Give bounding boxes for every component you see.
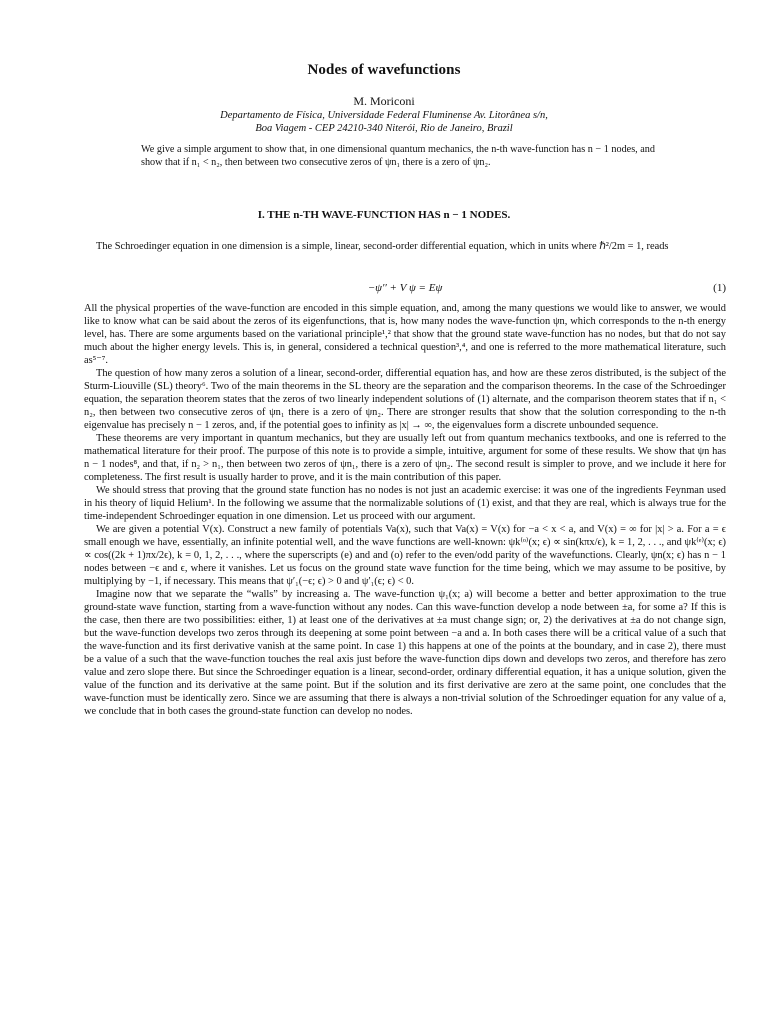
paragraph-5: We are given a potential V(x). Construct a new family of potentials Va(x), such that Va(x) = V(x) for −a < x < a, and V(x) = ∞ for |x| > a. For a = ϵ small enough we have, essentially, an infinite potential well, and the wave functions are well-known: ψk⁽ᵒ⁾(x; ϵ) ∝ sin(kπx/ϵ), k = 1, 2, . . ., and ψk⁽ᵉ⁾(x; ϵ) ∝ cos((2k + 1)πx/2ϵ), k = 0, 1, 2, . . ., where the superscripts (e) and and (o) refer to the even/odd parity of the wavefunctions. Clearly, ψn(x; ϵ) has n − 1 nodes between −ϵ and ϵ, where it vanishes. Let us focus on the ground state wave function for the time being, which we may assume to be positive, by multiplying by −1, if necessary. This means that ψ′₁(−ϵ; ϵ) > 0 and ψ′₁(ϵ; ϵ) < 0. [84,524,726,587]
equation-expression: −ψ′′ + V ψ = Eψ [367,282,443,294]
paragraph-4: We should stress that proving that the ground state function has no nodes is not just an academic exercise: it was one of the ingredients Feynman used in his theory of liquid Helium¹. In the following we assume that the normalizable solutions of (1) exist, and that they are real, which is always true for the time-independent Schroedinger equation in one dimension. Let us proceed with our argument. [84,485,726,522]
paragraph-2: The question of how many zeros a solution of a linear, second-order, differential equation has, and how are these zeros distributed, is the subject of the Sturm-Liouville (SL) theory⁶. Two of the main theorems in the SL theory are the separation and the comparison theorems. In the case of the Schroedinger equation, the separation theorem states that the zeros of two linearly independent solutions of (1) alternate, and the comparison theorem states that if n₁ < n₂, then between two consecutive zeros of ψn₁ there is a zero of ψn₂. There are stronger results that show that the solution corresponding to the n-th eigenvalue has precisely n − 1 zeros, and, if the potential goes to infinity as |x| → ∞, the eigenvalues form a discrete unbounded sequence. [84,368,726,431]
section-heading: I. THE n-TH WAVE-FUNCTION HAS n − 1 NODES. [257,209,511,221]
affiliation-line-1: Departamento de Física, Universidade Federal Fluminense Av. Litorânea s/n, [220,110,548,121]
author-name: M. Moriconi [353,94,415,108]
paragraph-1: All the physical properties of the wave-function are encoded in this simple equation, and, among the many questions we would like to answer, we would like to know what can be said about the zeros of its eigenfunctions, that is, how many nodes the wave-function ψn, which corresponds to the n-th energy level, has. There are some arguments based on the variational principle¹,² that show that the ground state wave-function has no nodes, but that do not say much about the higher energy levels. This is, in general, considered a technical question³,⁴, and one is referred to the more mathematical literature, such as⁵⁻⁷. [84,303,726,366]
paper-title: Nodes of wavefunctions [307,62,461,78]
body-text [84,302,726,718]
affiliation-line-2: Boa Viagem - CEP 24210-340 Niterói, Rio de Janeiro, Brazil [255,123,513,134]
intro-text [84,240,726,253]
author-affiliation [0,109,768,135]
abstract: We give a simple argument to show that, in one dimensional quantum mechanics, the n-th wave-function has n − 1 nodes, and show that if n₁ < n₂, then between two consecutive zeros of ψn₁ there is a zero of ψn₂. [141,144,655,168]
equation-number: (1) [713,282,726,294]
intro-paragraph: The Schroedinger equation in one dimension is a simple, linear, second-order differential equation, which in units where ℏ²/2m = 1, reads [96,241,669,252]
equation-1 [84,282,726,296]
paragraph-3: These theorems are very important in quantum mechanics, but they are usually left out from quantum mechanics textbooks, and one is referred to the mathematical literature for their proof. The purpose of this note is to provide a simple, intuitive, argument for some of these results. We show that ψn has n − 1 nodes⁸, and that, if n₂ > n₁, then between two zeros of ψn₁, there is a zero of ψn₂. The second result is simpler to prove, and we include it here for completeness. The first result is usually harder to prove, and it is the main contribution of this paper. [84,433,726,483]
paragraph-6: Imagine now that we separate the “walls” by increasing a. The wave-function ψ₁(x; a) will become a better and better approximation to the true ground-state wave function, starting from a wave-function without any nodes. Can this wave-function develop a node between ±a, for some a? If this is the case, then there are two possibilities: either, 1) at least one of the derivatives at ±a must change sign; or, 2) the derivatives at ±a do not change sign, but the wave-function develops two zeros through its deepening at some point between −a and a. In both cases there will be a critical value of a such that the wave-function and its first derivative vanish at the same point. In case 1) this happens at one of the points at the boundary, and in case 2), there must be a value of a such that the wave-function touches the real axis just before the wave-function dips down and develops two zeros, and therefore has zero value and zero slope there. But since the Schroedinger equation is a linear, second-order, ordinary differential equation, it has a unique solution, given the value of the function and its derivative at the same point. But if the solution and its first derivative are zero at the same point, one concludes that the wave-function must be identically zero. Since we are assuming that there is always a non-trivial solution of the Schroedinger equation for any value of a, we conclude that in both cases the ground-state function can develop no nodes. [84,589,726,717]
